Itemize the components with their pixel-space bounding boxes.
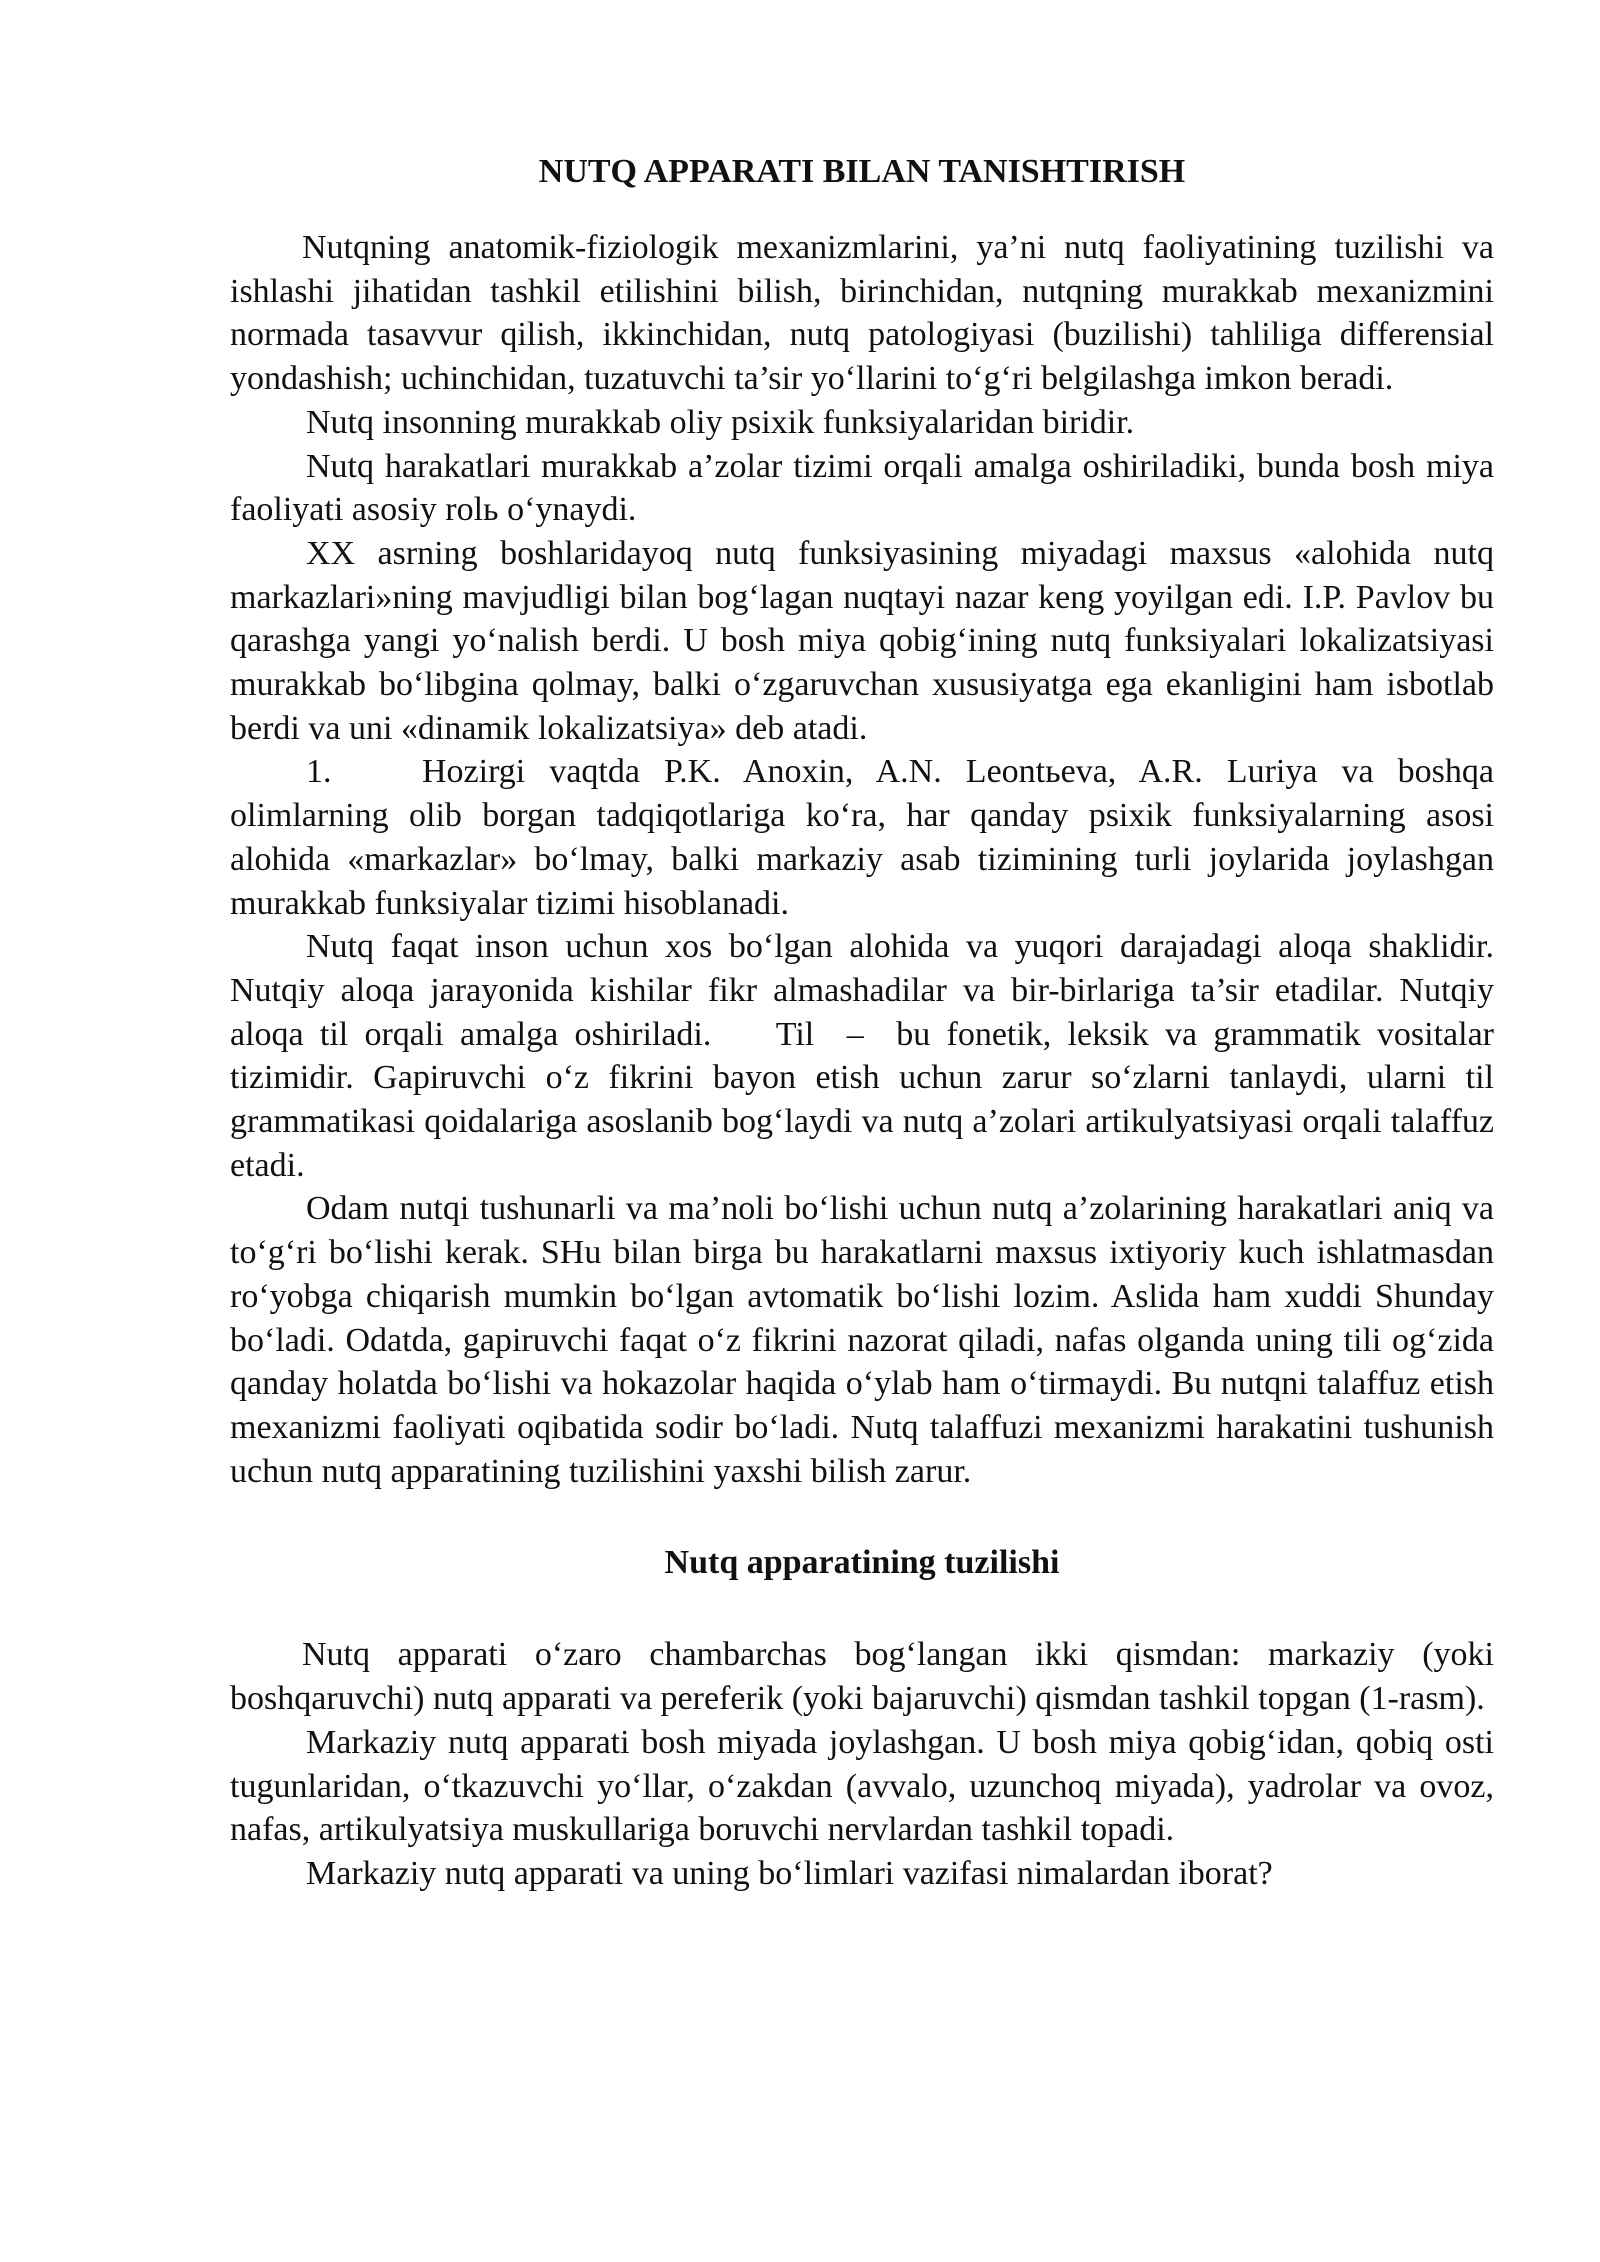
- numbered-paragraph-text: Hozirgi vaqtda P.K. Anoxin, A.N. Leontьeva, A.R. Luriya va boshqa olimlarning olib borgan tadqiqotlariga ko‘ra, har qanday psixik funksiyalarning asosi alohida «markazlar» bo‘lmay, balki markaziy asab tizimining turli joylarida joylashgan murakkab funksiyalar tizimi hisoblanadi.: [230, 753, 1494, 922]
- page-title: NUTQ APPARATI BILAN TANISHTIRISH: [538, 153, 1186, 190]
- paragraph: Nutq apparati o‘zaro chambarchas bog‘langan ikki qismdan: markaziy (yoki boshqaruvchi) nutq apparati va pereferik (yoki bajaruvchi) qismdan tashkil topgan (1-rasm).: [230, 1636, 1494, 1718]
- paragraph: Nutq faqat inson uchun xos bo‘lgan alohida va yuqori darajadagi aloqa shaklidir. Nutqiy aloqa jarayonida kishilar fikr almashadilar va bir-birlariga ta’sir etadilar. Nutqiy aloqa til orqali amalga oshiriladi. Til – bu fonetik, leksik va grammatik vositalar tizimidir. Gapiruvchi o‘z fikrini bayon etish uchun zarur so‘zlarni tanlaydi, ularni til grammatikasi qoidalariga asoslanib bog‘laydi va nutq a’zolari artikulyatsiyasi orqali talaffuz etadi.: [230, 928, 1503, 1184]
- paragraph: Odam nutqi tushunarli va ma’noli bo‘lishi uchun nutq a’zolarining harakatlari aniq va to‘g‘ri bo‘lishi kerak. SHu bilan birga bu harakatlarni maxsus ixtiyoriy kuch ishlatmasdan ro‘yobga chiqarish mumkin bo‘lgan avtomatik bo‘lishi lozim. Aslida ham xuddi Shunday bo‘ladi. Odatda, gapiruvchi faqat o‘z fikrini nazorat qiladi, nafas olganda uning tili og‘zida qanday holatda bo‘lishi va hokazolar haqida o‘ylab ham o‘tirmaydi. Bu nutqni talaffuz etish mexanizmi faoliyati oqibatida sodir bo‘ladi. Nutq talaffuzi mexanizmi harakatini tushunish uchun nutq apparatining tuzilishini yaxshi bilish zarur.: [230, 1190, 1494, 1490]
- paragraph: Nutqning anatomik-fiziologik mexanizmlarini, ya’ni nutq faoliyatining tuzilishi va ishlashi jihatidan tashkil etilishini bilish, birinchidan, nutqning murakkab mexanizmini normada tasavvur qilish, ikkinchidan, nutq patologiyasi (buzilishi) tahliliga differensial yondashish; uchinchidan, tuzatuvchi ta’sir yo‘llarini to‘g‘ri belgilashga imkon beradi.: [230, 229, 1494, 398]
- paragraph: Nutq harakatlari murakkab a’zolar tizimi orqali amalga oshiriladiki, bunda bosh miya faoliyati asosiy rolь o‘ynaydi.: [230, 447, 1494, 529]
- document-page: [230, 150, 1503, 1896]
- paragraph: Nutq insonning murakkab oliy psixik funksiyalaridan biridir.: [306, 403, 1135, 441]
- paragraph: Markaziy nutq apparati va uning bo‘limlari vazifasi nimalardan iborat?: [306, 1854, 1273, 1892]
- paragraph: Markaziy nutq apparati bosh miyada joylashgan. U bosh miya qobig‘idan, qobiq osti tugunlaridan, o‘tkazuvchi yo‘llar, o‘zakdan (avvalo, uzunchoq miyada), yadrolar va ovoz, nafas, artikulyatsiya muskullariga boruvchi nervlardan tashkil topadi.: [230, 1723, 1494, 1849]
- list-number: 1.: [306, 753, 332, 791]
- numbered-paragraph: [230, 750, 1494, 925]
- paragraph: XX asrning boshlaridayoq nutq funksiyasining miyadagi maxsus «alohida nutq markazlari»ning mavjudligi bilan bog‘lagan nuqtayi nazar keng yoyilgan edi. I.P. Pavlov bu qarashga yangi yo‘nalish berdi. U bosh miya qobig‘ining nutq funksiyalari lokalizatsiyasi murakkab bo‘libgina qolmay, balki o‘zgaruvchan xususiyatga ega ekanligini ham isbotlab berdi va uni «dinamik lokalizatsiya» deb atadi.: [230, 534, 1494, 747]
- section-heading: Nutq apparatining tuzilishi: [664, 1544, 1060, 1582]
